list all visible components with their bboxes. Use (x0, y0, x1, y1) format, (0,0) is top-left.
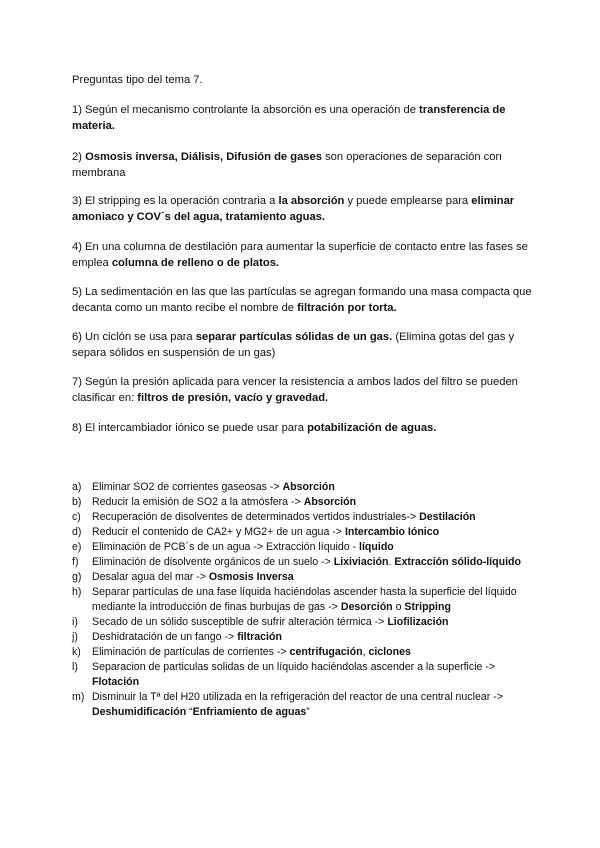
list-item: m) Disminuir la Tª del H20 utilizada en la refrigeración del reactor de una central nuclear -> Deshumidificación “Enfriamiento de aguas” (72, 691, 503, 718)
question-5: 5) La sedimentación en las que las partículas se agregan formando una masa compacta que decanta como un manto recibe el nombre de filtración por torta. (72, 286, 532, 314)
question-3: 3) El stripping es la operación contraria a la absorción y puede emplearse para eliminar amoniaco y COV´s del agua, tratamiento aguas. (72, 195, 515, 223)
list-item: h) Separar partículas de una fase líquida haciéndolas ascender hasta la superficie del líquido mediante la introducción de finas burbujas de gas -> Desorción o Stripping (72, 586, 517, 613)
question-8: 8) El intercambiador iónico se puede usar para potabilización de aguas. (72, 422, 437, 434)
list-item: d) Reducir el contenido de CA2+ y MG2+ de un agua -> Intercambio Iónico (72, 526, 440, 538)
list-item: k) Eliminación de partículas de corrientes -> centrifugación, ciclones (72, 646, 411, 658)
question-4: 4) En una columna de destilación para aumentar la superficie de contacto entre las fases se emplea columna de relleno o de platos. (72, 241, 528, 269)
list-item: j) Deshidratación de un fango -> filtración (72, 631, 282, 643)
list-item: l) Separacion de particulas solidas de un líquido haciéndolas ascender a la superficie -> Flotación (72, 661, 496, 688)
list-item: a) Eliminar SO2 de corrientes gaseosas -> Absorción (72, 481, 335, 493)
list-item: c) Recuperación de disolventes de determinados vertidos industriales-> Destilación (72, 511, 476, 523)
question-7: 7) Según la presión aplicada para vencer la resistencia a ambos lados del filtro se pueden clasificar en: filtros de presión, vacío y gravedad. (72, 376, 518, 404)
list-item: g) Desalar agua del mar -> Osmosis Inversa (72, 571, 294, 583)
question-6: 6) Un ciclón se usa para separar partículas sólidas de un gas. (Elimina gotas del gas y separa sólidos en suspensión de un gas) (72, 331, 515, 359)
question-1: 1) Según el mecanismo controlante la absorción es una operación de transferencia de materia. (72, 104, 506, 132)
question-2: 2) Osmosis inversa, Diálisis, Difusión de gases son operaciones de separación con membrana (72, 151, 502, 179)
list-item: i) Secado de un sólido susceptible de sufrir alteración térmica -> Liofilización (72, 616, 449, 628)
list-item: f) Eliminación de disolvente orgánicos de un suelo -> Lixiviación. Extracción sólido-líquido (72, 556, 521, 568)
list-item: e) Eliminación de PCB´s de un agua -> Extracción líquido - líquido (72, 541, 394, 553)
exercise-list (72, 480, 532, 720)
document-title: Preguntas tipo del tema 7. (72, 74, 203, 86)
list-item: b) Reducir la emisión de SO2 a la atmósfera -> Absorción (72, 496, 357, 508)
